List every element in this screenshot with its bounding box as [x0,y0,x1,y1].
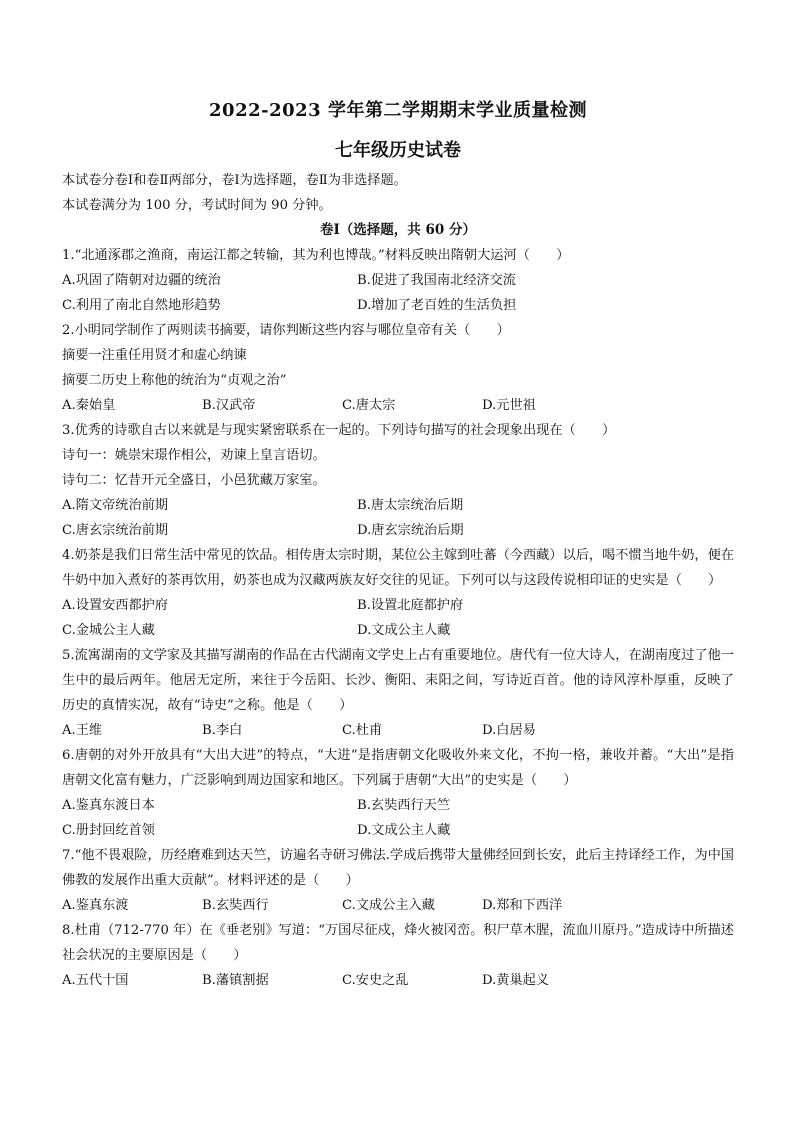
option-b: B.汉武帝 [202,398,256,413]
option-c: C.唐太宗 [342,398,396,413]
option-a: A.王维 [62,723,103,738]
question-3-extra-1: 诗句一：姚崇宋璟作相公，劝谏上皇言语切。 [62,448,326,463]
option-b: B.玄奘西行 [202,898,269,913]
option-c: C.杜甫 [342,723,383,738]
question-6-options [62,793,734,843]
option-a: A.设置安西都护府 [62,598,169,613]
option-b: B.设置北庭都护府 [357,598,464,613]
question-3-options [62,493,734,543]
option-d: D.唐玄宗统治后期 [357,523,464,538]
intro-line-1: 本试卷分卷Ⅰ和卷Ⅱ两部分，卷Ⅰ为选择题，卷Ⅱ为非选择题。 [62,173,407,188]
option-a: A.秦始皇 [62,398,116,413]
option-c: C.唐玄宗统治前期 [62,523,169,538]
option-b: B.唐太宗统治后期 [357,498,464,513]
question-7-options [62,893,734,918]
question-2-options [62,393,734,418]
exam-page [62,92,734,993]
option-c: C.安史之乱 [342,973,409,988]
question-3-stem: 3.优秀的诗歌自古以来就是与现实紧密联系在一起的。下列诗句描写的社会现象出现在（ ） [62,423,616,438]
question-5-options [62,718,734,743]
intro-line-2: 本试卷满分为 100 分，考试时间为 90 分钟。 [62,198,332,213]
option-d: D.黄巢起义 [482,973,550,988]
option-d: D.文成公主人藏 [357,623,451,638]
exam-subtitle: 七年级历史试卷 [335,140,461,161]
option-d: D.郑和下西洋 [482,898,563,913]
option-c: C.金城公主人藏 [62,623,155,638]
option-a: A.巩固了隋朝对边疆的统治 [62,273,221,288]
question-7-stem: 7.“他不畏艰险，历经磨难到达天竺，访遍名寺研习佛法.学成后携带大量佛经回到长安，此后主持译经工作，为中国佛教的发展作出重大贡献”。材料评述的是（ ） [62,848,734,888]
question-4-stem: 4.奶茶是我们日常生活中常见的饮品。相传唐太宗时期，某位公主嫁到吐蕃（今西藏）以后，喝不惯当地牛奶，便在牛奶中加入煮好的茶再饮用，奶茶也成为汉藏两族友好交往的见证。下列可以与这段传说相印证的史实是（ ） [62,548,734,588]
option-d: D.文成公主人藏 [357,823,451,838]
option-a: A.鉴真东渡 [62,898,129,913]
option-b: B.李白 [202,723,243,738]
question-5-stem: 5.流寓湖南的文学家及其描写湖南的作品在古代湖南文学史上占有重要地位。唐代有一位大诗人，在湖南度过了他一生中的最后两年。他居无定所，来往于今岳阳、长沙、衡阳、耒阳之间，写诗近百首。他的诗风淳朴厚重，反映了历史的真情实况，故有“诗史”之称。他是（ ） [62,648,734,713]
question-2-extra-2: 摘要二历史上称他的统治为“贞观之治” [62,373,287,388]
option-c: C.利用了南北自然地形趋势 [62,298,221,313]
question-4-options [62,593,734,643]
question-1-options [62,268,734,318]
option-d: D.白居易 [482,723,536,738]
option-c: C.册封回纥首领 [62,823,155,838]
option-d: D.元世祖 [482,398,536,413]
question-2-stem: 2.小明同学制作了两则读书摘要，请你判断这些内容与哪位皇帝有关（ ） [62,323,510,338]
question-8-options [62,968,734,993]
option-b: B.玄奘西行天竺 [357,798,451,813]
option-a: A.鉴真东渡日本 [62,798,155,813]
option-b: B.促进了我国南北经济交流 [357,273,516,288]
option-c: C.文成公主入藏 [342,898,435,913]
question-3-extra-2: 诗句二：忆昔开元全盛日，小邑犹藏万家室。 [62,473,326,488]
option-d: D.增加了老百姓的生活负担 [357,298,517,313]
question-1-stem: 1.“北通涿郡之渔商，南运江都之转输，其为利也博哉。”材料反映出隋朝大运河（ ） [62,248,570,263]
section-heading: 卷Ⅰ（选择题，共 60 分） [319,222,476,238]
option-a: A.隋文帝统治前期 [62,498,169,513]
option-a: A.五代十国 [62,973,129,988]
question-8-stem: 8.杜甫（712-770 年）在《垂老别》写道：“万国尽征戍，烽火被冈峦。积尸草木腥，流血川原丹。”造成诗中所描述社会状况的主要原因是（ ） [62,923,734,963]
question-2-extra-1: 摘要一注重任用贤才和虚心纳谏 [62,348,247,363]
option-b: B.藩镇割据 [202,973,269,988]
exam-title: 2022-2023 学年第二学期期末学业质量检测 [209,100,587,121]
question-6-stem: 6.唐朝的对外开放具有“大出大进”的特点，“大进”是指唐朝文化吸收外来文化，不拘一格，兼收并蓄。“大出”是指唐朝文化富有魅力，广泛影响到周边国家和地区。下列属于唐朝“大出”的史实是（ ） [62,748,734,788]
